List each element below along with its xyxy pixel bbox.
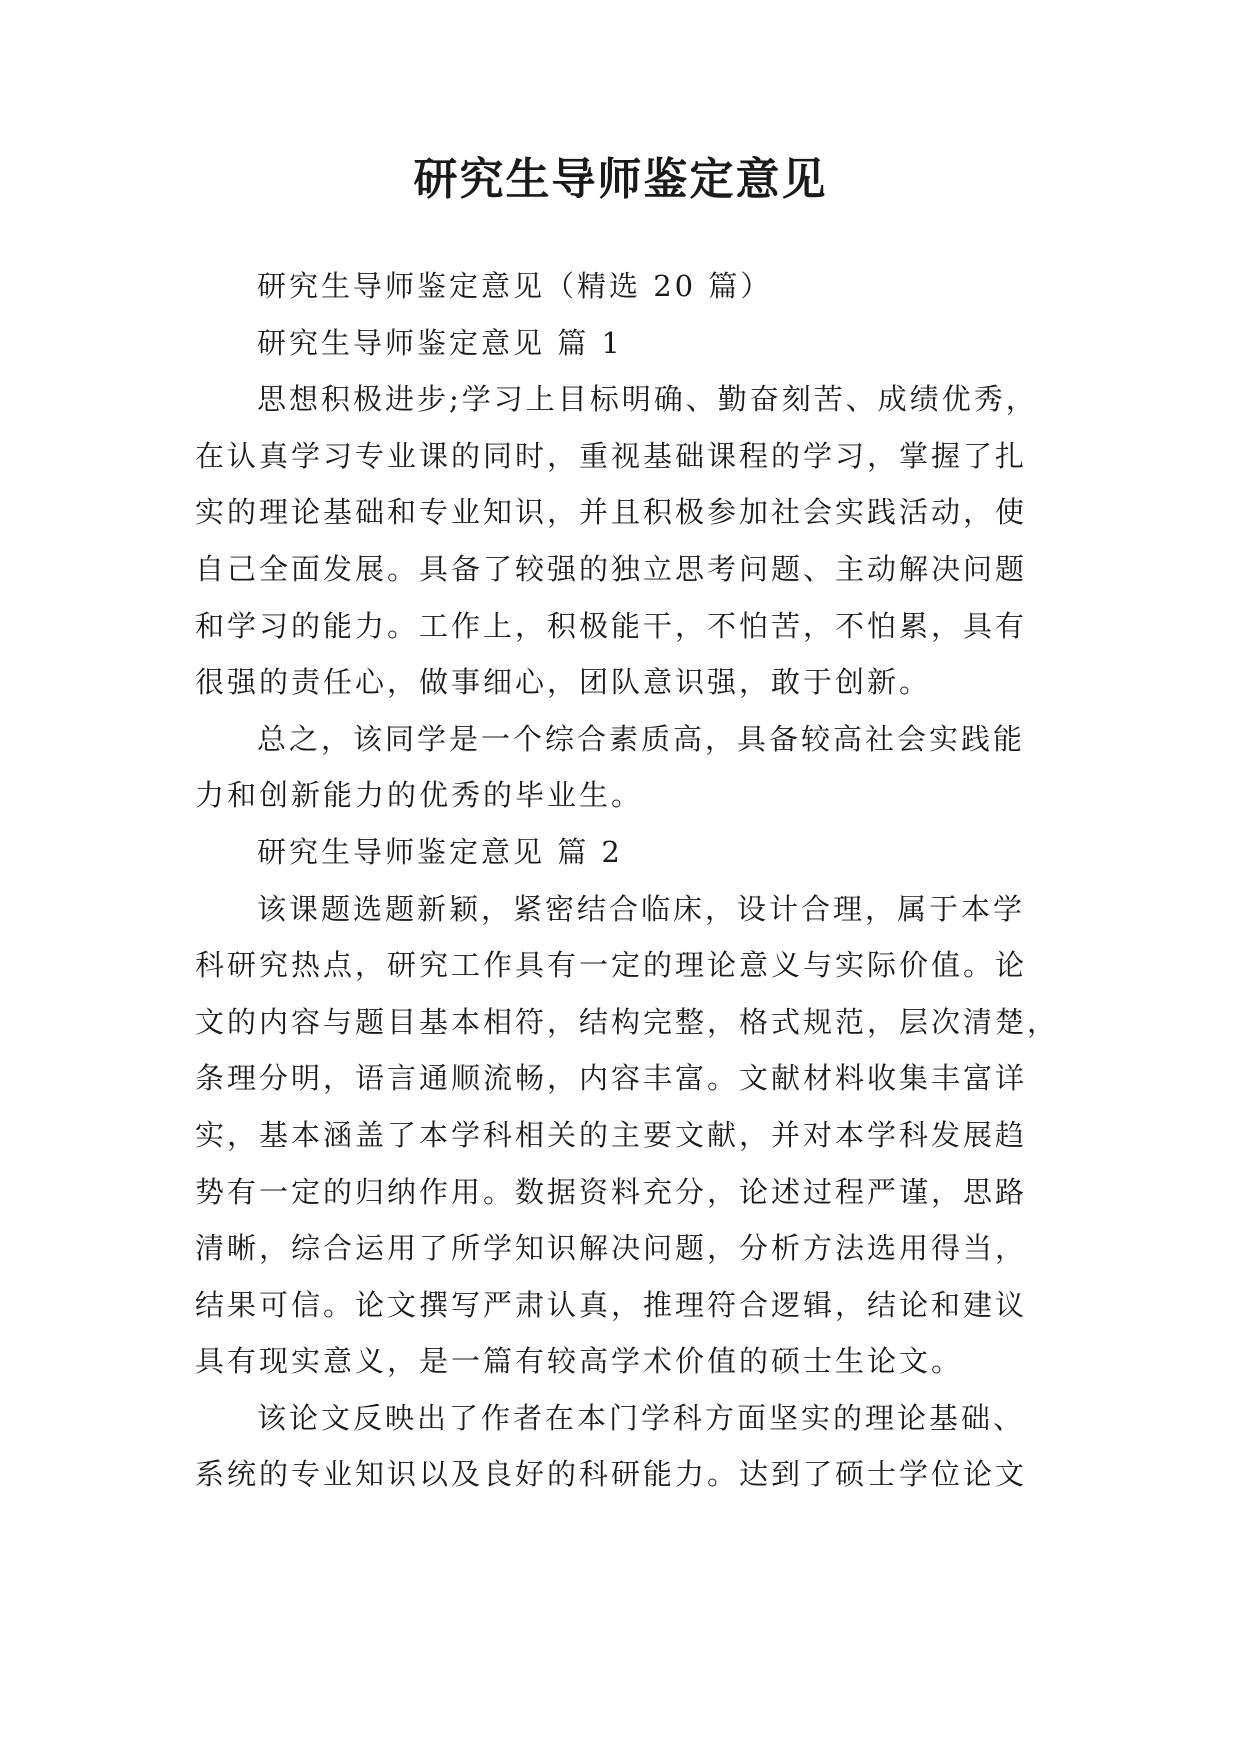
text-line: 实的理论基础和专业知识，并且积极参加社会实践活动，使 bbox=[195, 495, 1028, 530]
text-line: 很强的责任心，做事细心，团队意识强，敢于创新。 bbox=[195, 665, 932, 700]
text-line: 势有一定的归纳作用。数据资料充分，论述过程严谨，思路 bbox=[195, 1174, 1028, 1209]
text-line: 研究生导师鉴定意见（精选 20 篇） bbox=[257, 269, 773, 303]
text-line: 科研究热点，研究工作具有一定的理论意义与实际价值。论 bbox=[195, 948, 1028, 983]
text-line: 该课题选题新颖，紧密结合临床，设计合理，属于本学 bbox=[257, 891, 1026, 926]
text-line: 系统的专业知识以及良好的科研能力。达到了硕士学位论文 bbox=[195, 1457, 1028, 1492]
text-line: 和学习的能力。工作上，积极能干，不怕苦，不怕累，具有 bbox=[195, 608, 1028, 643]
text-line: 条理分明，语言通顺流畅，内容丰富。文献材料收集丰富详 bbox=[195, 1061, 1028, 1096]
document-title: 研究生导师鉴定意见 bbox=[413, 154, 828, 205]
text-line: 结果可信。论文撰写严肃认真，推理符合逻辑，结论和建议 bbox=[195, 1287, 1028, 1322]
text-line: 实，基本涵盖了本学科相关的主要文献，并对本学科发展趋 bbox=[195, 1117, 1028, 1152]
text-line: 自己全面发展。具备了较强的独立思考问题、主动解决问题 bbox=[195, 551, 1028, 586]
text-line: 研究生导师鉴定意见 篇 1 bbox=[257, 325, 623, 360]
text-line: 清晰，综合运用了所学知识解决问题，分析方法选用得当， bbox=[195, 1231, 1028, 1266]
text-line: 思想积极进步;学习上目标明确、勤奋刻苦、成绩优秀， bbox=[257, 382, 1038, 417]
text-line: 文的内容与题目基本相符，结构完整，格式规范，层次清楚， bbox=[195, 1004, 1060, 1039]
text-line: 总之，该同学是一个综合素质高，具备较高社会实践能 bbox=[257, 721, 1026, 756]
text-line: 具有现实意义，是一篇有较高学术价值的硕士生论文。 bbox=[195, 1344, 964, 1379]
text-line: 研究生导师鉴定意见 篇 2 bbox=[257, 834, 623, 869]
text-line: 力和创新能力的优秀的毕业生。 bbox=[195, 778, 644, 813]
text-line: 该论文反映出了作者在本门学科方面坚实的理论基础、 bbox=[257, 1400, 1026, 1435]
document-body bbox=[195, 258, 1060, 1503]
text-line: 在认真学习专业课的同时，重视基础课程的学习，掌握了扎 bbox=[195, 438, 1028, 473]
